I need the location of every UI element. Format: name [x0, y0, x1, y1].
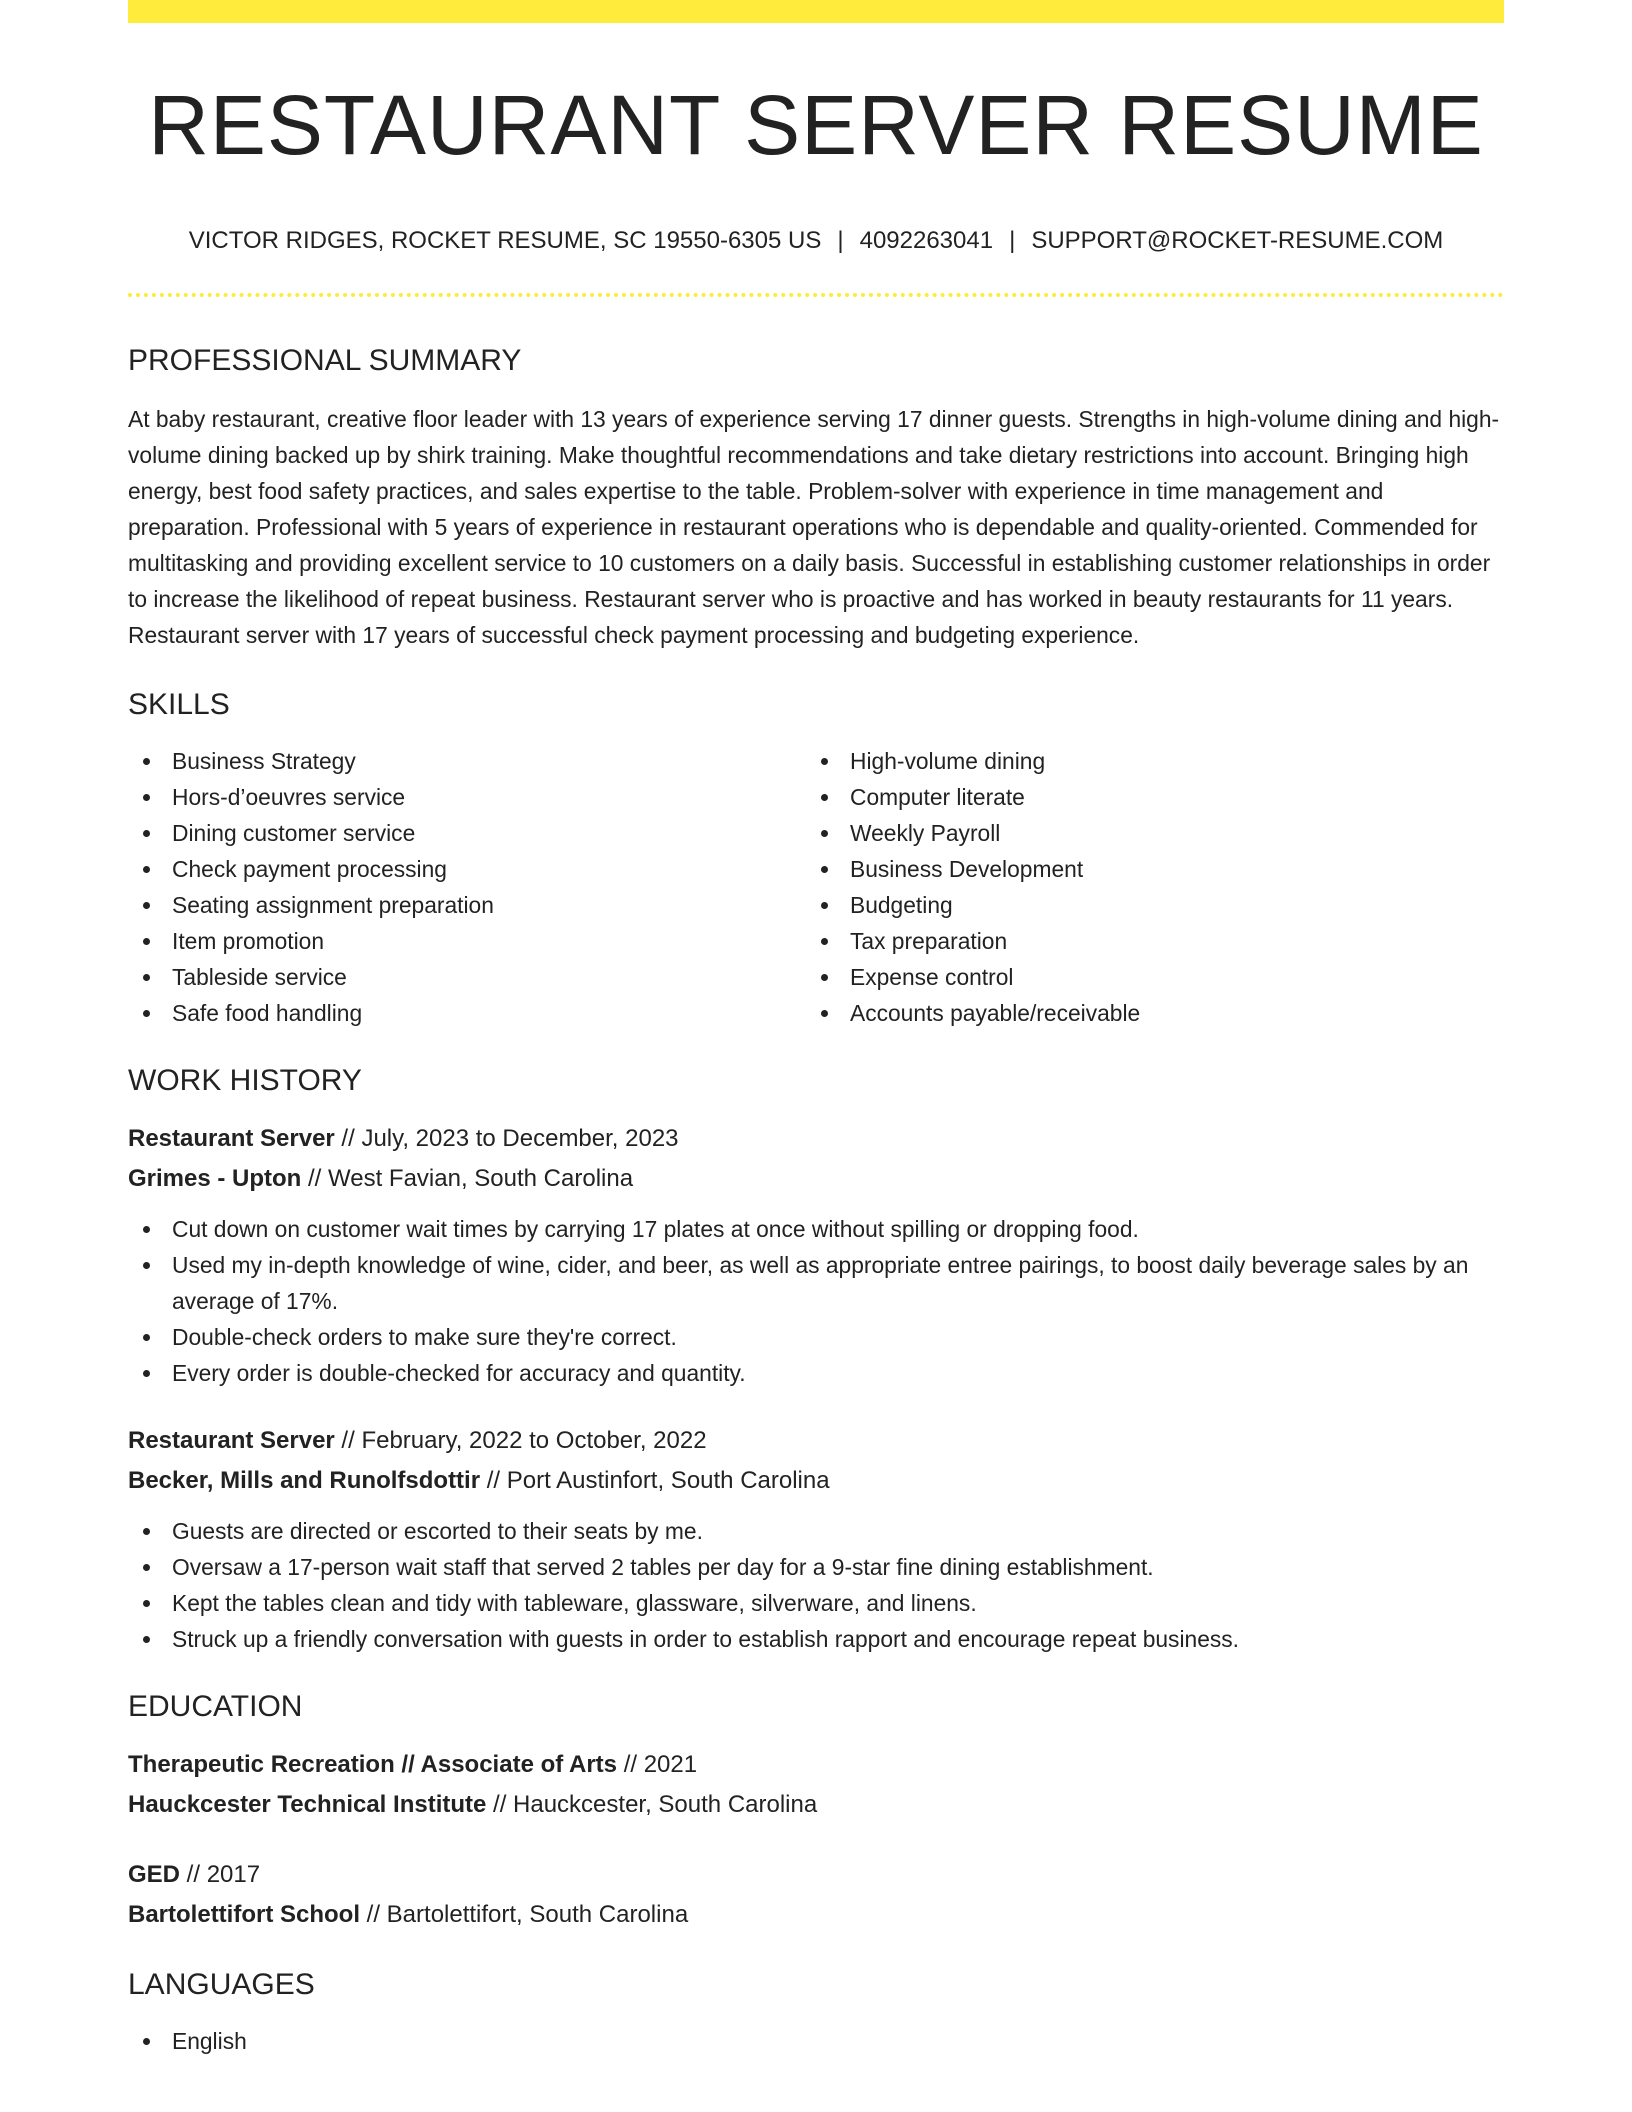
skill-item: Safe food handling [128, 995, 806, 1031]
job-bullet-list [128, 1211, 1504, 1391]
top-accent-bar [128, 0, 1504, 23]
education-location: // Bartolettifort, South Carolina [360, 1901, 689, 1928]
education-location: // Hauckcester, South Carolina [486, 1791, 818, 1818]
education-section [128, 1689, 1504, 1935]
job-location: // West Favian, South Carolina [301, 1165, 634, 1192]
job-bullet: Guests are directed or escorted to their seats by me. [128, 1513, 1504, 1549]
job-title: Restaurant Server [128, 1427, 335, 1454]
summary-heading: PROFESSIONAL SUMMARY [128, 344, 522, 377]
skills-heading: SKILLS [128, 688, 230, 721]
education-school: Hauckcester Technical Institute [128, 1791, 487, 1818]
education-degree-line [128, 1745, 1504, 1785]
work-history-heading: WORK HISTORY [128, 1064, 362, 1097]
skill-item: Tax preparation [806, 923, 1484, 959]
skill-item: Budgeting [806, 887, 1484, 923]
job-bullet: Struck up a friendly conversation with guests in order to establish rapport and encourage repeat business. [128, 1621, 1504, 1657]
job-title-line [128, 1119, 1504, 1159]
contact-email[interactable]: SUPPORT@ROCKET-RESUME.COM [1031, 227, 1444, 254]
education-heading: EDUCATION [128, 1690, 303, 1723]
job-location: // Port Austinfort, South Carolina [480, 1467, 830, 1494]
education-degree: GED [128, 1861, 181, 1888]
education-degree: Therapeutic Recreation // Associate of Arts [128, 1751, 618, 1778]
contact-separator: | [1009, 227, 1016, 254]
skill-item: Check payment processing [128, 851, 806, 887]
education-school-line [128, 1895, 1504, 1935]
skills-grid [128, 743, 1504, 1031]
skill-item: Weekly Payroll [806, 815, 1484, 851]
job-bullet: Cut down on customer wait times by carrying 17 plates at once without spilling or dropping food. [128, 1211, 1504, 1247]
education-school-line [128, 1785, 1504, 1825]
skill-item: Dining customer service [128, 815, 806, 851]
skill-item: Business Strategy [128, 743, 806, 779]
education-entry [128, 1855, 1504, 1935]
education-entry [128, 1745, 1504, 1825]
skill-item: High-volume dining [806, 743, 1484, 779]
job-bullet: Double-check orders to make sure they're correct. [128, 1319, 1504, 1355]
summary-text: At baby restaurant, creative floor leader with 13 years of experience serving 17 dinner guests. Strengths in high-volume dining and high-volume dining backed up by shirk training. Make thoughtful recommendations and take dietary restrictions into account. Bringing high energy, best food safety practices, and sales expertise to the table. Problem-solver with experience in time management and preparation. Professional with 5 years of experience in restaurant operations who is dependable and quality-oriented. Commended for multitasking and providing excellent service to 10 customers on a daily basis. Successful in establishing customer relationships in order to increase the likelihood of repeat business. Restaurant server who is proactive and has worked in beauty restaurants for 11 years. Restaurant server with 17 years of successful check payment processing and budgeting experience. [128, 406, 1500, 648]
contact-separator: | [837, 227, 844, 254]
skill-item: Business Development [806, 851, 1484, 887]
job-dates: // February, 2022 to October, 2022 [334, 1427, 707, 1454]
education-year: // 2021 [617, 1751, 698, 1778]
dotted-divider [128, 293, 1504, 297]
job-bullet-list [128, 1513, 1504, 1657]
skills-right-list [806, 743, 1484, 1031]
languages-section [128, 1967, 1504, 2059]
job-entry [128, 1421, 1504, 1657]
job-company: Grimes - Upton [128, 1165, 302, 1192]
skill-item: Hors-d’oeuvres service [128, 779, 806, 815]
education-year: // 2017 [180, 1861, 261, 1888]
job-company-line [128, 1159, 1504, 1199]
job-title: Restaurant Server [128, 1125, 335, 1152]
skills-left-list [128, 743, 806, 1031]
job-company: Becker, Mills and Runolfsdottir [128, 1467, 481, 1494]
work-history-section [128, 1063, 1504, 1657]
language-item: English [128, 2023, 1504, 2059]
skill-item: Item promotion [128, 923, 806, 959]
job-bullet: Every order is double-checked for accuracy and quantity. [128, 1355, 1504, 1391]
job-dates: // July, 2023 to December, 2023 [334, 1125, 679, 1152]
skills-section [128, 687, 1504, 1031]
languages-heading: LANGUAGES [128, 1968, 315, 2001]
education-degree-line [128, 1855, 1504, 1895]
contact-line [128, 227, 1504, 255]
job-bullet: Kept the tables clean and tidy with tableware, glassware, silverware, and linens. [128, 1585, 1504, 1621]
job-company-line [128, 1461, 1504, 1501]
contact-address: VICTOR RIDGES, ROCKET RESUME, SC 19550-6305 US [188, 227, 822, 254]
education-school: Bartolettifort School [128, 1901, 360, 1928]
job-entry [128, 1119, 1504, 1391]
skill-item: Tableside service [128, 959, 806, 995]
languages-list [128, 2023, 1504, 2059]
job-bullet: Oversaw a 17-person wait staff that served 2 tables per day for a 9-star fine dining establishment. [128, 1549, 1504, 1585]
summary-section [128, 343, 1504, 653]
contact-phone: 4092263041 [859, 227, 994, 254]
resume-title: RESTAURANT SERVER RESUME [148, 78, 1484, 172]
job-bullet: Used my in-depth knowledge of wine, cider, and beer, as well as appropriate entree pairings, to boost daily beverage sales by an average of 17%. [128, 1247, 1504, 1319]
skill-item: Seating assignment preparation [128, 887, 806, 923]
skill-item: Accounts payable/receivable [806, 995, 1484, 1031]
job-title-line [128, 1421, 1504, 1461]
skill-item: Expense control [806, 959, 1484, 995]
skill-item: Computer literate [806, 779, 1484, 815]
resume-page [128, 0, 1504, 2059]
